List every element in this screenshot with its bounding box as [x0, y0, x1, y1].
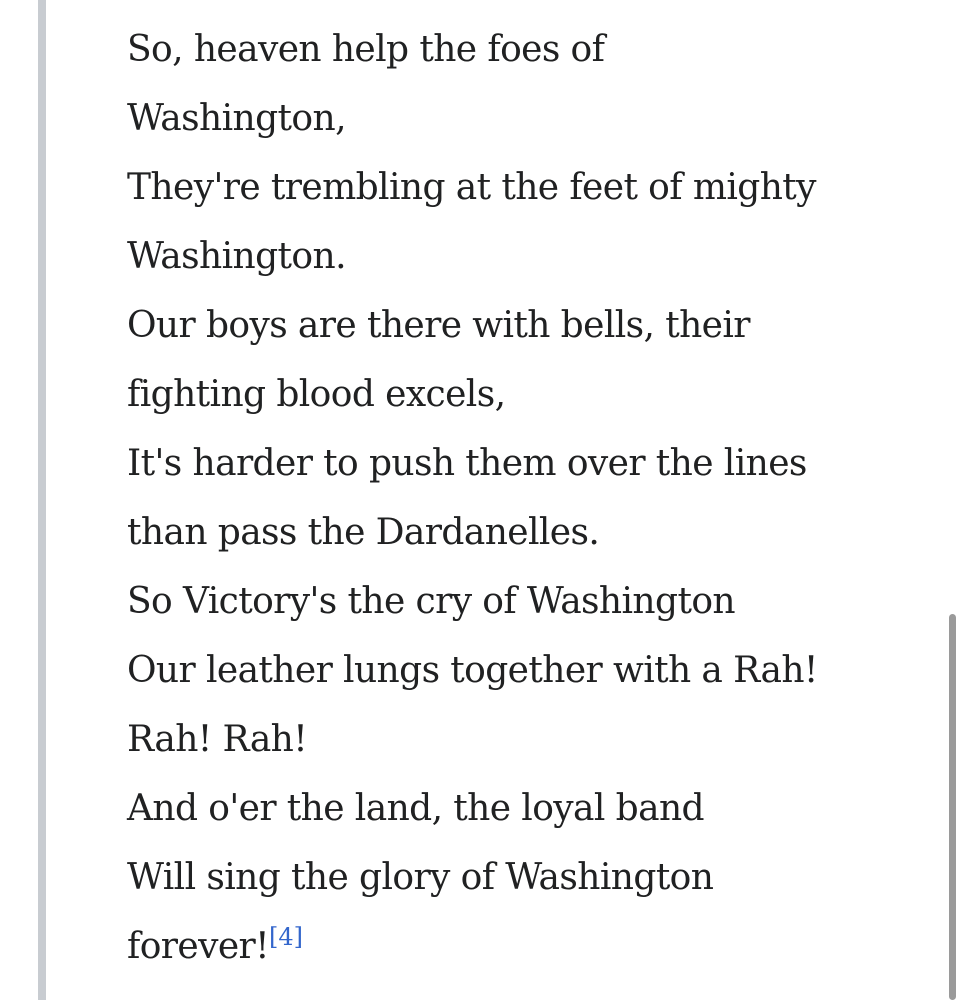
- lyric-line: fighting blood excels,: [127, 374, 506, 415]
- lyric-line: It's harder to push them over the lines: [127, 443, 807, 484]
- lyric-line: Rah! Rah!: [127, 719, 308, 760]
- lyric-line-text: forever!: [127, 926, 270, 967]
- lyric-line-last: [127, 912, 927, 981]
- lyric-line: Our boys are there with bells, their: [127, 305, 750, 346]
- song-lyrics: [127, 15, 927, 981]
- lyric-line: Washington,: [127, 98, 346, 139]
- lyric-line: So, heaven help the foes of: [127, 29, 605, 70]
- lyric-line: Will sing the glory of Washington: [127, 857, 714, 898]
- reference-link[interactable]: [4]: [269, 923, 304, 951]
- lyric-line: Our leather lungs together with a Rah!: [127, 650, 818, 691]
- lyric-line: And o'er the land, the loyal band: [127, 788, 704, 829]
- blockquote-bar: [38, 0, 46, 1000]
- lyric-line: They're trembling at the feet of mighty: [127, 167, 816, 208]
- lyric-line: than pass the Dardanelles.: [127, 512, 600, 553]
- scrollbar-thumb[interactable]: [949, 614, 956, 1000]
- lyric-line: So Victory's the cry of Washington: [127, 581, 735, 622]
- lyric-line: Washington.: [127, 236, 346, 277]
